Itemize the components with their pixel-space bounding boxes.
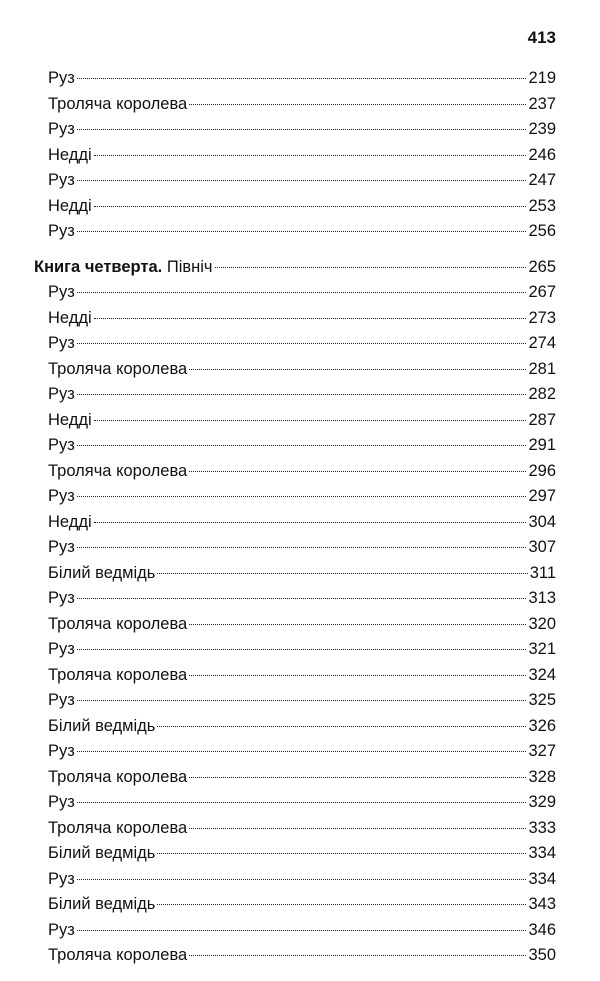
chapter-title: Руз <box>48 487 75 505</box>
chapter-page-number: 239 <box>528 120 556 138</box>
dot-leader <box>157 726 526 727</box>
chapter-title: Руз <box>48 793 75 811</box>
chapter-title: Руз <box>48 589 75 607</box>
chapter-page-number: 281 <box>528 359 556 378</box>
book-four-heading-label <box>34 258 213 277</box>
toc-entry <box>34 385 556 411</box>
chapter-title: Недді <box>48 512 92 531</box>
chapter-page-number: 304 <box>528 512 556 531</box>
toc-entry <box>34 309 556 335</box>
chapter-page-number: 325 <box>528 691 556 709</box>
dot-leader <box>157 904 526 905</box>
toc-entry <box>34 921 556 947</box>
toc-entry <box>34 513 556 539</box>
dot-leader <box>189 369 526 370</box>
chapter-page-number: 296 <box>528 461 556 480</box>
chapter-page-number: 350 <box>528 946 556 964</box>
chapter-title: Руз <box>48 691 75 709</box>
toc-entry <box>34 666 556 692</box>
dot-leader <box>77 180 527 181</box>
chapter-title: Руз <box>48 222 75 240</box>
chapter-title: Руз <box>48 436 75 454</box>
dot-leader <box>77 78 527 79</box>
dot-leader <box>77 394 527 395</box>
chapter-page-number: 334 <box>528 869 556 888</box>
dot-leader <box>189 777 526 778</box>
dot-leader <box>189 955 526 956</box>
dot-leader <box>77 930 527 931</box>
chapter-page-number: 282 <box>528 385 556 403</box>
dot-leader <box>77 598 527 599</box>
chapter-title: Руз <box>48 69 75 87</box>
chapter-title: Троляча королева <box>48 359 188 378</box>
toc-entry <box>34 564 556 590</box>
page-number: 413 <box>527 28 556 47</box>
toc-entry <box>34 95 556 121</box>
dot-leader <box>189 675 526 676</box>
chapter-title: Білий ведмідь <box>48 895 156 913</box>
dot-leader <box>77 445 527 446</box>
chapter-page-number: 328 <box>528 767 556 786</box>
dot-leader <box>77 802 527 803</box>
toc-entry <box>34 146 556 172</box>
toc-entry <box>34 615 556 641</box>
chapter-title: Руз <box>48 640 75 658</box>
chapter-title: Недді <box>48 410 92 429</box>
toc-entry <box>34 538 556 564</box>
toc-entry <box>34 462 556 488</box>
toc-entry <box>34 411 556 437</box>
chapter-page-number: 297 <box>528 487 556 505</box>
chapter-title: Троляча королева <box>48 818 188 837</box>
chapter-page-number: 326 <box>528 716 556 735</box>
chapter-title: Троляча королева <box>48 665 188 684</box>
toc-entry <box>34 589 556 615</box>
toc-entry <box>34 895 556 921</box>
toc-entry <box>34 870 556 896</box>
chapter-page-number: 274 <box>528 334 556 352</box>
dot-leader <box>77 496 527 497</box>
chapter-title: Руз <box>48 385 75 403</box>
dot-leader <box>77 231 527 232</box>
dot-leader <box>189 104 526 105</box>
dot-leader <box>94 420 527 421</box>
chapter-page-number: 256 <box>528 222 556 240</box>
dot-leader <box>189 828 526 829</box>
toc-entry <box>34 171 556 197</box>
book-four-heading <box>34 258 556 284</box>
chapter-page-number: 343 <box>528 895 556 913</box>
chapter-page-number: 334 <box>528 844 556 862</box>
chapter-title: Руз <box>48 334 75 352</box>
dot-leader <box>77 343 527 344</box>
continued-entries <box>34 69 556 248</box>
dot-leader <box>77 547 527 548</box>
book-four-page: 265 <box>528 257 556 276</box>
chapter-title: Руз <box>48 920 75 939</box>
chapter-page-number: 237 <box>528 94 556 113</box>
dot-leader <box>189 624 526 625</box>
chapter-title: Білий ведмідь <box>48 844 156 862</box>
chapter-page-number: 307 <box>528 538 556 556</box>
chapter-page-number: 287 <box>528 410 556 429</box>
dot-leader <box>77 649 527 650</box>
chapter-page-number: 313 <box>528 589 556 607</box>
chapter-page-number: 291 <box>528 436 556 454</box>
dot-leader <box>94 318 527 319</box>
chapter-page-number: 321 <box>528 640 556 658</box>
chapter-page-number: 253 <box>528 196 556 215</box>
toc-entry <box>34 197 556 223</box>
toc-entry <box>34 768 556 794</box>
dot-leader <box>77 751 527 752</box>
chapter-title: Троляча королева <box>48 614 188 633</box>
book-four-entries <box>34 283 556 972</box>
chapter-title: Руз <box>48 283 75 301</box>
chapter-page-number: 247 <box>528 171 556 189</box>
toc-entry <box>34 436 556 462</box>
chapter-title: Недді <box>48 308 92 327</box>
chapter-page-number: 324 <box>528 665 556 684</box>
chapter-title: Троляча королева <box>48 767 188 786</box>
chapter-page-number: 320 <box>528 614 556 633</box>
chapter-page-number: 333 <box>528 818 556 837</box>
dot-leader <box>77 700 527 701</box>
toc-entry <box>34 691 556 717</box>
dot-leader <box>94 155 527 156</box>
chapter-page-number: 311 <box>529 563 556 582</box>
dot-leader <box>189 471 526 472</box>
toc-entry <box>34 742 556 768</box>
toc-entry <box>34 69 556 95</box>
toc-entry <box>34 120 556 146</box>
toc-entry <box>34 283 556 309</box>
chapter-title: Білий ведмідь <box>48 716 156 735</box>
chapter-title: Руз <box>48 869 75 888</box>
dot-leader <box>77 292 527 293</box>
dot-leader <box>77 879 527 880</box>
chapter-title: Руз <box>48 742 75 760</box>
toc-entry <box>34 360 556 386</box>
dot-leader <box>215 267 527 268</box>
chapter-title: Троляча королева <box>48 94 188 113</box>
dot-leader <box>77 129 527 130</box>
chapter-title: Троляча королева <box>48 946 188 964</box>
toc-entry <box>34 487 556 513</box>
chapter-title: Білий ведмідь <box>48 563 156 582</box>
toc-entry <box>34 793 556 819</box>
toc-entry <box>34 640 556 666</box>
dot-leader <box>157 853 526 854</box>
toc-entry <box>34 717 556 743</box>
dot-leader <box>94 206 527 207</box>
book-four-place: Північ <box>166 257 213 276</box>
toc-entry <box>34 946 556 972</box>
chapter-title: Недді <box>48 196 92 215</box>
chapter-page-number: 246 <box>528 145 556 164</box>
chapter-page-number: 267 <box>528 283 556 301</box>
chapter-page-number: 273 <box>528 308 556 327</box>
chapter-page-number: 346 <box>528 920 556 939</box>
toc-entry <box>34 222 556 248</box>
chapter-title: Недді <box>48 145 92 164</box>
dot-leader <box>94 522 527 523</box>
chapter-page-number: 327 <box>528 742 556 760</box>
toc-entry <box>34 334 556 360</box>
chapter-title: Руз <box>48 171 75 189</box>
toc-entry <box>34 819 556 845</box>
chapter-title: Руз <box>48 120 75 138</box>
chapter-title: Руз <box>48 538 75 556</box>
toc-entry <box>34 844 556 870</box>
book-four-title: Книга четверта. <box>34 257 163 276</box>
chapter-title: Троляча королева <box>48 461 188 480</box>
chapter-page-number: 219 <box>528 69 556 87</box>
chapter-page-number: 329 <box>528 793 556 811</box>
dot-leader <box>157 573 527 574</box>
table-of-contents <box>34 69 556 972</box>
